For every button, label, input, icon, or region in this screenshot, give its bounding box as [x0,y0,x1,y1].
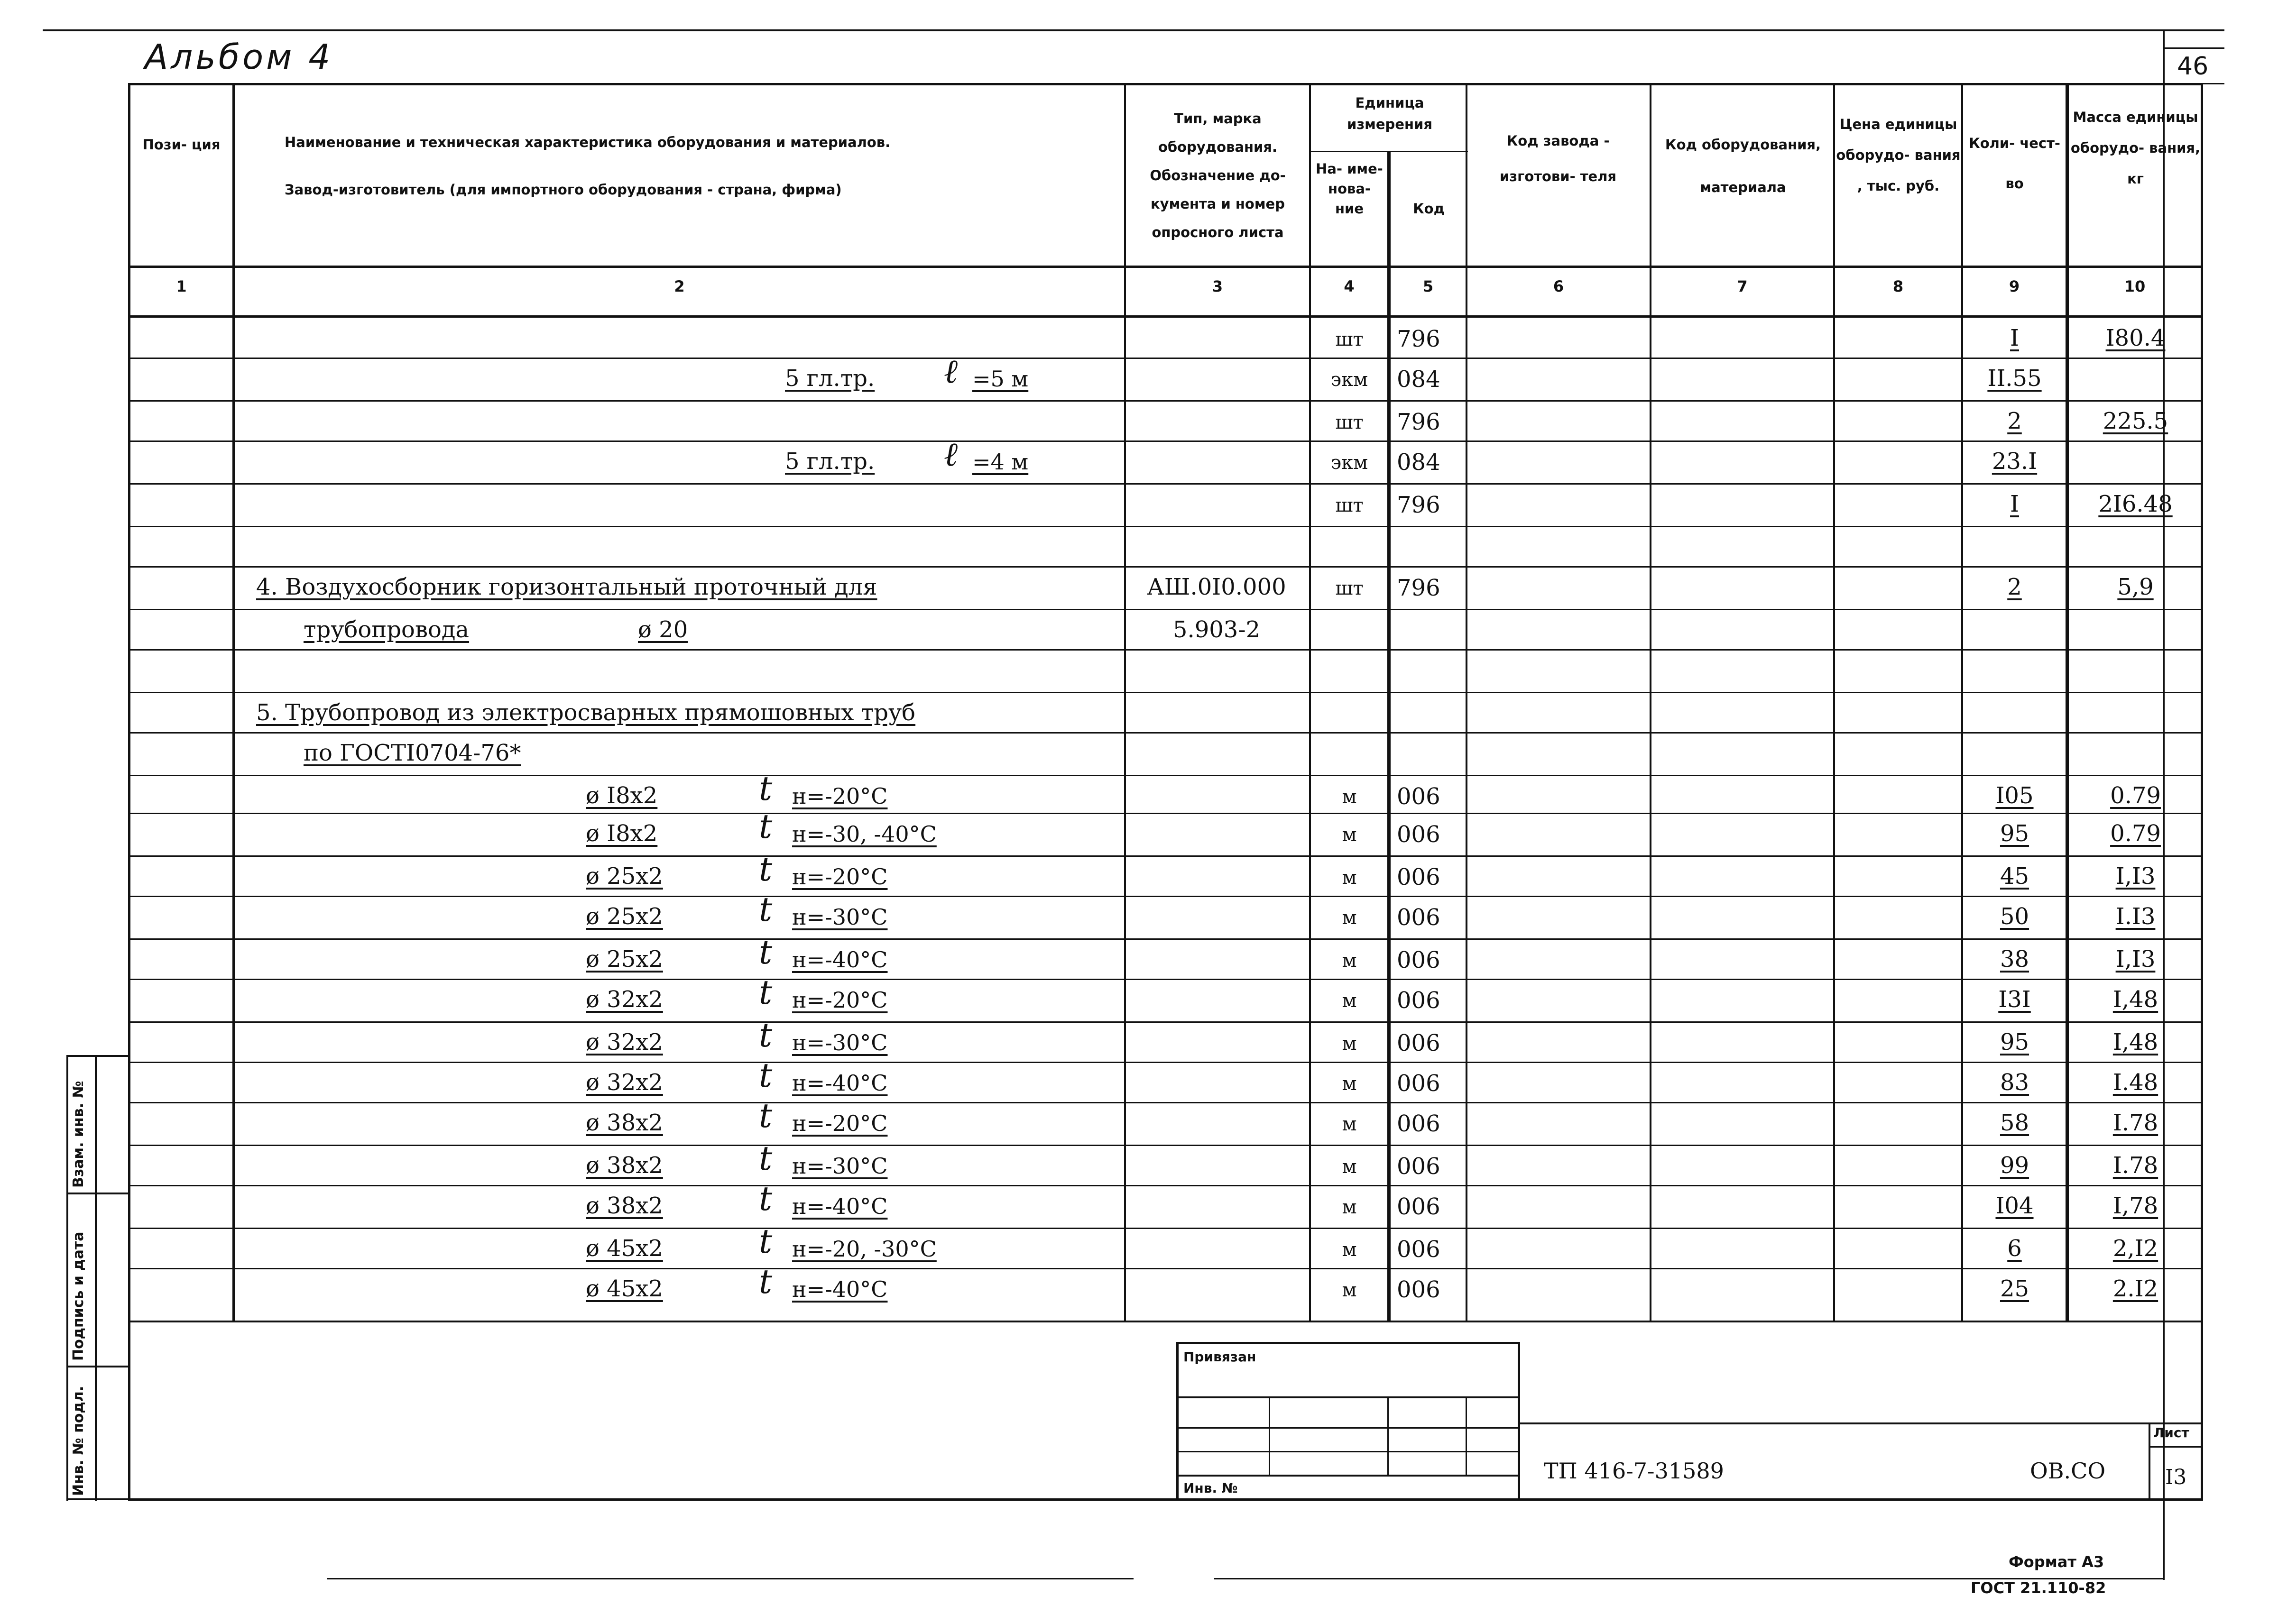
row-diameter: ø 20 [638,616,688,643]
row-diameter: ø 32x2 [586,986,663,1013]
row-quantity: 95 [2000,1029,2029,1055]
stamp-attached-label: Привязан [1183,1349,1256,1365]
row-quantity: 2 [2007,408,2022,434]
row-symbol: ℓ [944,352,958,391]
row-unit-code: 006 [1397,947,1440,973]
gost-label: ГОСТ 21.110-82 [1971,1579,2106,1597]
doc-code: ТП 416-7-31589 [1544,1458,1724,1484]
row-diameter: ø 45x2 [586,1235,663,1262]
side-label-exchange: Взам. инв. № [70,1081,87,1188]
row-mass: I.48 [2112,1069,2158,1096]
table-row [0,320,2269,360]
row-mass: 225.5 [2103,408,2168,434]
table-row [0,569,2269,609]
row-condition: н=-20°С [792,1110,888,1136]
stamp-col-3 [1466,1396,1467,1475]
colnum-bottom [128,315,2201,318]
row-diameter: ø 25x2 [586,903,663,930]
row-unit: экм [1330,452,1368,474]
colnum-4: 4 [1344,277,1355,295]
table-row [0,652,2269,692]
row-mass: 2I6.48 [2098,491,2173,517]
row-unit: экм [1330,369,1368,391]
row-mass: I80.4 [2105,325,2166,351]
header-mass: Масса единицы оборудо- вания, кг [2070,109,2201,187]
side-strip-div1 [66,1193,128,1194]
row-unit: м [1342,867,1357,889]
row-condition: н=-30°С [792,1030,888,1055]
row-unit-code: 006 [1397,1153,1440,1180]
row-symbol: t [759,1179,773,1218]
table-row [0,807,2269,856]
side-strip-div2 [66,1366,128,1367]
row-symbol: t [759,1096,773,1135]
table-row [0,973,2269,1022]
table-row [0,933,2269,982]
table-row [0,850,2269,899]
header-unit-group: Единица измерения [1347,95,1432,132]
row-quantity: I [2010,325,2019,351]
page-number: 46 [2177,52,2209,81]
table-row [0,890,2269,939]
row-description: 5 гл.тр. [785,365,875,392]
row-diameter: ø 45x2 [586,1275,663,1302]
row-description: 5 гл.тр. [785,448,875,475]
row-unit: шт [1335,578,1364,599]
row-quantity: 58 [2000,1110,2029,1136]
row-condition: н=-20°С [792,783,888,809]
row-mass: 2,I2 [2112,1235,2158,1262]
side-strip-left [66,1055,68,1501]
row-quantity: 50 [2000,903,2029,930]
row-unit: шт [1335,412,1364,433]
row-unit-code: 006 [1397,1236,1440,1263]
table-row [0,612,2269,652]
format-label: Формат А3 [2009,1553,2104,1571]
row-diameter: ø 38x2 [586,1110,663,1136]
side-label-signature: Подпись и дата [70,1231,87,1361]
row-quantity: 99 [2000,1152,2029,1179]
row-mass: 2.I2 [2112,1275,2158,1302]
row-unit-code: 006 [1397,987,1440,1014]
row-unit-code: 084 [1397,366,1440,393]
row-quantity: II.55 [1987,365,2042,392]
row-condition: н=-40°С [792,1193,888,1219]
row-unit-code: 006 [1397,1110,1440,1137]
stamp-row-3 [1176,1451,1520,1452]
row-unit-code: 796 [1397,575,1440,601]
header-unit-code: Код [1412,201,1445,217]
row-mass: I,48 [2112,986,2158,1013]
row-unit: м [1342,1073,1357,1095]
row-unit: м [1342,824,1357,846]
colnum-6: 6 [1553,277,1564,295]
row-quantity: 38 [2000,946,2029,973]
row-unit: м [1342,1279,1357,1301]
row-unit-code: 796 [1397,326,1440,352]
row-unit: м [1342,950,1357,972]
row-mass: I.78 [2112,1152,2158,1179]
row-mass: I,48 [2112,1029,2158,1055]
row-unit: м [1342,1239,1357,1261]
row-quantity: I3I [1998,986,2031,1013]
row-unit-code: 006 [1397,1276,1440,1303]
row-description: по ГОСТI0704-76* [304,740,521,766]
row-type: АШ.0I0.000 [1147,574,1286,600]
side-label-inventory: Инв. № подл. [70,1385,87,1496]
colnum-2: 2 [674,277,685,295]
header-price: Цена единицы оборудо- вания , тыс. руб. [1836,116,1961,194]
row-description: трубопровода [304,616,470,643]
row-diameter: ø 38x2 [586,1152,663,1179]
header-factory-code: Код завода - изготови- теля [1499,133,1617,184]
row-condition: н=-30, -40°С [792,821,937,847]
row-unit: шт [1335,329,1364,350]
row-symbol: t [759,973,773,1012]
row-condition: н=-30°С [792,904,888,930]
table-bottom [128,1498,2201,1501]
row-unit: м [1342,1196,1357,1218]
table-row [0,403,2269,443]
row-unit-code: 796 [1397,492,1440,518]
table-row [0,1262,2269,1311]
header-type: Тип, марка оборудования. Обозначение до- кумента и номер опросного листа [1150,110,1286,240]
table-row [0,735,2269,775]
row-unit-code: 006 [1397,1193,1440,1220]
row-description: 5. Трубопровод из электросварных прямошовных труб [256,699,916,726]
stamp-row-2 [1176,1427,1520,1429]
row-symbol: t [759,933,773,972]
header-equipment-code: Код оборудования, материала [1665,137,1821,195]
row-unit: м [1342,1113,1357,1135]
row-symbol: t [759,1262,773,1301]
row-mass: I,I3 [2115,863,2156,890]
row-unit: м [1342,990,1357,1012]
row-unit: м [1342,1033,1357,1055]
row-mass: I,78 [2112,1193,2158,1219]
row-diameter: ø I8x2 [586,782,658,809]
row-symbol: t [759,769,773,808]
stamp-row-1 [1176,1396,1520,1398]
row-mass: 0.79 [2110,782,2161,809]
row-quantity: 2 [2007,574,2022,600]
stamp-attached-top [1176,1342,1520,1344]
header-name-line1: Наименование и техническая характеристика оборудования и материалов. [285,134,891,150]
table-row [0,1056,2269,1105]
table-row [0,769,2269,818]
side-strip-inner [95,1055,97,1501]
row-diameter: ø 25x2 [586,863,663,890]
stamp-attached-right [1518,1342,1520,1501]
table-row [0,1096,2269,1145]
row-quantity: I04 [1995,1193,2034,1219]
row-quantity: 6 [2007,1235,2022,1262]
table-row [0,1016,2269,1064]
header-name-line2: Завод-изготовитель (для импортного оборудования - страна, фирма) [285,182,842,198]
row-mass: 5,9 [2117,574,2154,600]
top-border [43,29,2224,31]
row-unit-code: 084 [1397,449,1440,476]
row-quantity: I [2010,491,2019,517]
stamp-col-2 [1387,1396,1389,1475]
table-row [0,486,2269,526]
row-symbol: t [759,807,773,846]
colnum-8: 8 [1892,277,1904,295]
colnum-10: 10 [2124,277,2146,295]
sheet-label: Лист [2153,1425,2189,1440]
table-body-bottom [128,1321,2201,1322]
row-diameter: ø 38x2 [586,1193,663,1219]
table-top [128,83,2201,85]
table-row [0,1139,2269,1188]
stamp-inv-label: Инв. № [1183,1480,1238,1496]
colnum-7: 7 [1737,277,1748,295]
row-condition: н=-40°С [792,1070,888,1096]
row-diameter: ø 32x2 [586,1069,663,1096]
side-strip-top [66,1055,128,1057]
table-row [0,435,2269,484]
row-condition: н=-40°С [792,1276,888,1302]
row-quantity: 45 [2000,863,2029,890]
row-symbol: t [759,890,773,929]
colnum-5: 5 [1422,277,1434,295]
row-unit-code: 796 [1397,409,1440,435]
row-unit-code: 006 [1397,783,1440,810]
header-bottom [128,266,2201,268]
row-unit: м [1342,786,1357,808]
row-mass: 0.79 [2110,820,2161,847]
title-block-top [1520,1422,2201,1424]
row-condition: =4 м [972,449,1029,475]
header-quantity: Коли- чест- во [1969,135,2060,192]
footer-line-left [327,1578,1134,1579]
row-mass: I.I3 [2115,903,2156,930]
row-quantity: 83 [2000,1069,2029,1096]
row-unit-code: 006 [1397,864,1440,890]
title-block-sheet-divider [2149,1422,2150,1501]
album-title: Альбом 4 [145,37,333,77]
row-unit-code: 006 [1397,821,1440,848]
table-row [0,695,2269,735]
table-row [0,1222,2269,1271]
row-description: 4. Воздухосборник горизонтальный проточный для [256,574,877,600]
colnum-1: 1 [176,277,187,295]
row-quantity: 95 [2000,820,2029,847]
row-condition: н=-40°С [792,947,888,973]
row-symbol: t [759,1056,773,1095]
header-unit-name: На- име- нова- ние [1316,161,1383,217]
row-type: 5.903-2 [1172,616,1261,643]
table-row [0,529,2269,569]
side-strip-bottom [66,1498,128,1500]
row-quantity: 23.I [1992,448,2038,475]
row-quantity: I05 [1995,782,2034,809]
row-symbol: t [759,1222,773,1261]
row-symbol: t [759,850,773,889]
title-block-sheet-split [2149,1446,2201,1448]
doc-section: ОВ.СО [2030,1458,2106,1484]
row-condition: =5 м [972,366,1029,392]
row-condition: н=-20°С [792,987,888,1013]
row-symbol: t [759,1139,773,1178]
row-diameter: ø I8x2 [586,820,658,847]
row-diameter: ø 32x2 [586,1029,663,1055]
table-row [0,1179,2269,1228]
row-unit-code: 006 [1397,1030,1440,1056]
stamp-col-1 [1269,1396,1270,1475]
colnum-3: 3 [1212,277,1223,295]
stamp-attached-left [1176,1342,1179,1501]
row-unit-code: 006 [1397,1070,1440,1097]
row-symbol: t [759,1016,773,1055]
row-quantity: 25 [2000,1275,2029,1302]
row-symbol: ℓ [944,435,958,474]
table-row [0,352,2269,401]
row-unit: шт [1335,495,1364,516]
row-mass: I,I3 [2115,946,2156,973]
row-condition: н=-20°С [792,864,888,890]
row-unit: м [1342,1156,1357,1178]
colnum-9: 9 [2009,277,2020,295]
sheet-number: I3 [2165,1465,2187,1489]
stamp-row-4 [1176,1475,1520,1477]
row-condition: н=-20, -30°С [792,1236,937,1262]
row-mass: I.78 [2112,1110,2158,1136]
header-position: Пози- ция [142,137,221,153]
row-condition: н=-30°С [792,1153,888,1179]
row-unit: м [1342,907,1357,929]
row-unit-code: 006 [1397,904,1440,931]
row-diameter: ø 25x2 [586,946,663,973]
page-number-box-top [2163,47,2224,49]
